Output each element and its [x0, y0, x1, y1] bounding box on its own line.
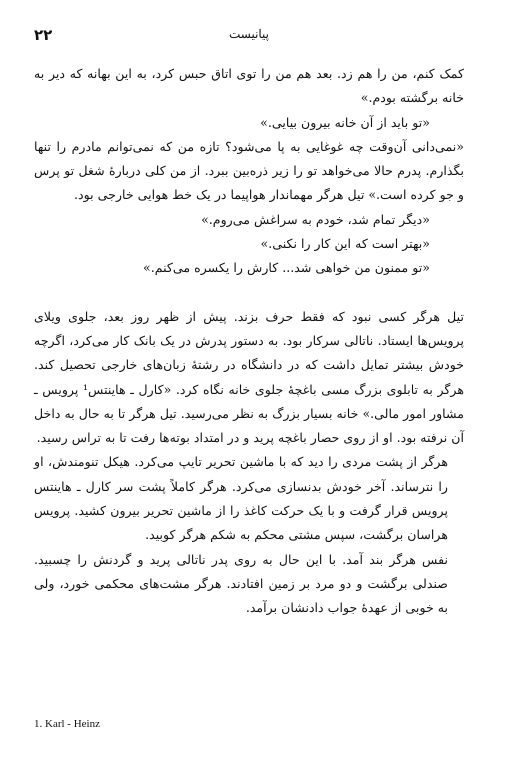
- dialogue-line: «تو ممنون من خواهی شد... کارش را یکسره می‌کنم.»: [143, 260, 430, 276]
- dialogue-line: «تو باید از آن خانه بیرون بیایی.»: [260, 114, 430, 130]
- paragraph: نفس هرگر بند آمد. با این حال به روی پدر ناتالی پرید و گردنش را چسبید. صندلی برگشت و دو مرد بر زمین افتادند. هرگر مشت‌های محکمی خورد، ولی به خوبی از عهدهٔ جواب دادنشان برآمد.: [34, 551, 448, 616]
- running-title: پیانیست: [228, 27, 270, 41]
- paragraph: تیل هرگر کسی نبود که فقط حرف بزند. پیش از ظهر روز بعد، جلوی ویلای پرویس‌ها ایستاد. ناتالی سرکار بود. به دستور پدرش در یک بانک کار می‌کرد، اگرچه خودش بیشتر تمایل داشت که در دانشگاه در رشتهٔ زبان‌های خارجی تحصیل کند. هرگر به تابلوی بزرگ مسی باغچهٔ جلوی خانه نگاه کرد. «کارل ـ هاینتس¹ پرویس ـ مشاور امور مالی.» خانه بسیار بزرگ به نظر می‌رسید. تیل هرگر تا به حال به داخل آن نرفته بود. او از روی حصار باغچه پرید و در امتداد بوته‌ها رفت تا به تراس رسید.: [34, 308, 464, 446]
- section-gap: [34, 281, 464, 305]
- footnote: 1. Karl - Heinz: [34, 718, 100, 730]
- page-header: [34, 26, 464, 48]
- dialogue-line: «بهتر است که این کار را نکنی.»: [260, 236, 430, 252]
- page-number: ۲۲: [34, 26, 53, 44]
- paragraph: هرگر از پشت مردی را دید که با ماشین تحریر تایپ می‌کرد. هیکل تنومندش، او را نترساند. آخر خودش بدنسازی می‌کرد. هرگر کاملاً پشت سر کارل ـ هاینتس پرویس قرار گرفت و با یک حرکت کاغذ را از ماشین تحریر بیرون کشید. پرویس هراسان برگشت، سپس مشتی محکم به شکم هرگر کوبید.: [34, 454, 448, 543]
- body-text: [34, 62, 464, 621]
- paragraph: کمک کنم، من را هم زد. بعد هم من را توی اتاق حبس کرد، به این بهانه که دیر به خانه برگشته بودم.»: [34, 66, 464, 106]
- paragraph: «نمی‌دانی آن‌وقت چه غوغایی به پا می‌شود؟ تازه من که نمی‌توانم مادرم را تنها بگذارم. پدرم حالا می‌خواهد تو را زیر ذره‌بین ببرد. از من کلی دربارهٔ شغل تو پرس و جو کرده است.» تیل هرگر مهماندار هواپیما در یک خط هوایی خارجی بود.: [34, 138, 464, 203]
- dialogue-line: «دیگر تمام شد، خودم به سراغش می‌روم.»: [201, 211, 430, 227]
